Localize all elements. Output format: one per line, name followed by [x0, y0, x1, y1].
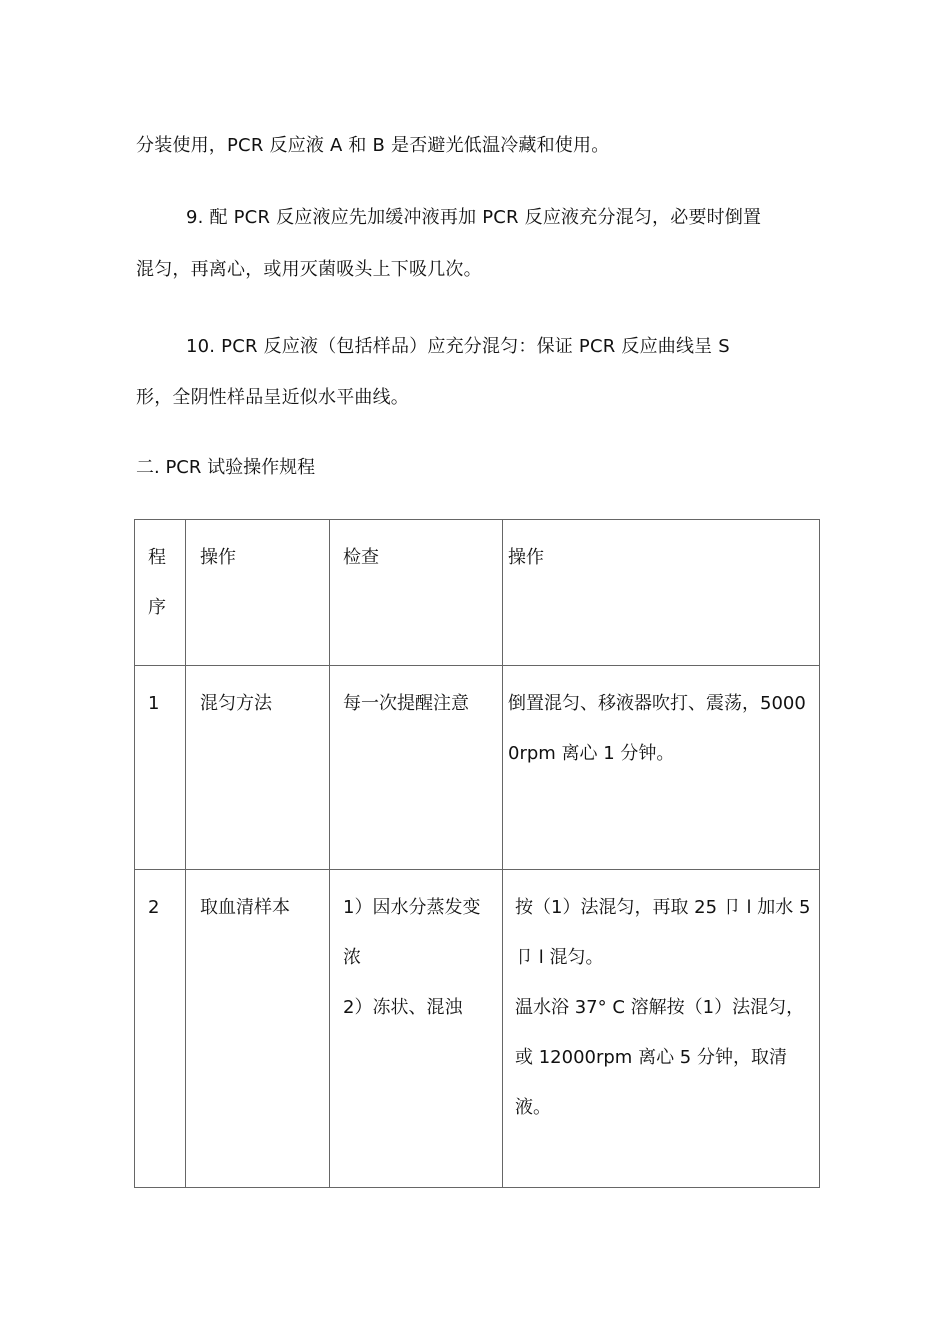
table-row: [135, 870, 820, 1188]
table-row: [135, 666, 820, 870]
header-cell-operation: [186, 520, 330, 666]
header-cell-check: [330, 520, 503, 666]
row-check-cell: [330, 666, 503, 870]
row-operation-cell: [186, 666, 330, 870]
row-check: 每一次提醒注意: [343, 693, 469, 714]
paragraph-line: 分装使用，PCR 反应液 A 和 B 是否避光低温冷藏和使用。: [136, 135, 610, 156]
header-cell-seq: [135, 520, 186, 666]
table-header-row: [135, 520, 820, 666]
row-operation-cell: [186, 870, 330, 1188]
header-label: 程序: [148, 547, 166, 618]
header-label: 检查: [343, 547, 379, 568]
header-label: 操作: [508, 547, 544, 568]
header-cell-action: [503, 520, 820, 666]
row-action-cell: [503, 870, 820, 1188]
header-label: 操作: [200, 547, 236, 568]
row-seq: 1: [148, 693, 160, 714]
row-check-item: 2）冻状、混浊: [343, 997, 463, 1018]
row-action: 倒置混匀、移液器吹打、震荡，50000rpm 离心 1 分钟。: [508, 693, 806, 764]
row-operation: 取血清样本: [200, 897, 290, 918]
row-action-item: 按（1）法混匀，再取 25 卩 l 加水 5 卩 l 混匀。: [515, 897, 811, 968]
section-title: 二. PCR 试验操作规程: [136, 457, 316, 478]
procedure-table: [134, 519, 820, 1188]
row-operation: 混匀方法: [200, 693, 272, 714]
row-seq-cell: [135, 870, 186, 1188]
row-action-item: 温水浴 37° C 溶解按（1）法混匀，或 12000rpm 离心 5 分钟，取清液。: [515, 997, 805, 1118]
paragraph-line: 10. PCR 反应液（包括样品）应充分混匀：保证 PCR 反应曲线呈 S: [186, 336, 730, 357]
row-seq-cell: [135, 666, 186, 870]
paragraph-line: 混匀，再离心，或用灭菌吸头上下吸几次。: [136, 259, 482, 280]
row-action-cell: [503, 666, 820, 870]
row-seq: 2: [148, 897, 160, 918]
paragraph-line: 形，全阴性样品呈近似水平曲线。: [136, 387, 409, 408]
row-check-item: 1）因水分蒸发变浓: [343, 897, 481, 968]
paragraph-line: 9. 配 PCR 反应液应先加缓冲液再加 PCR 反应液充分混匀，必要时倒置: [186, 207, 762, 228]
row-check-cell: [330, 870, 503, 1188]
